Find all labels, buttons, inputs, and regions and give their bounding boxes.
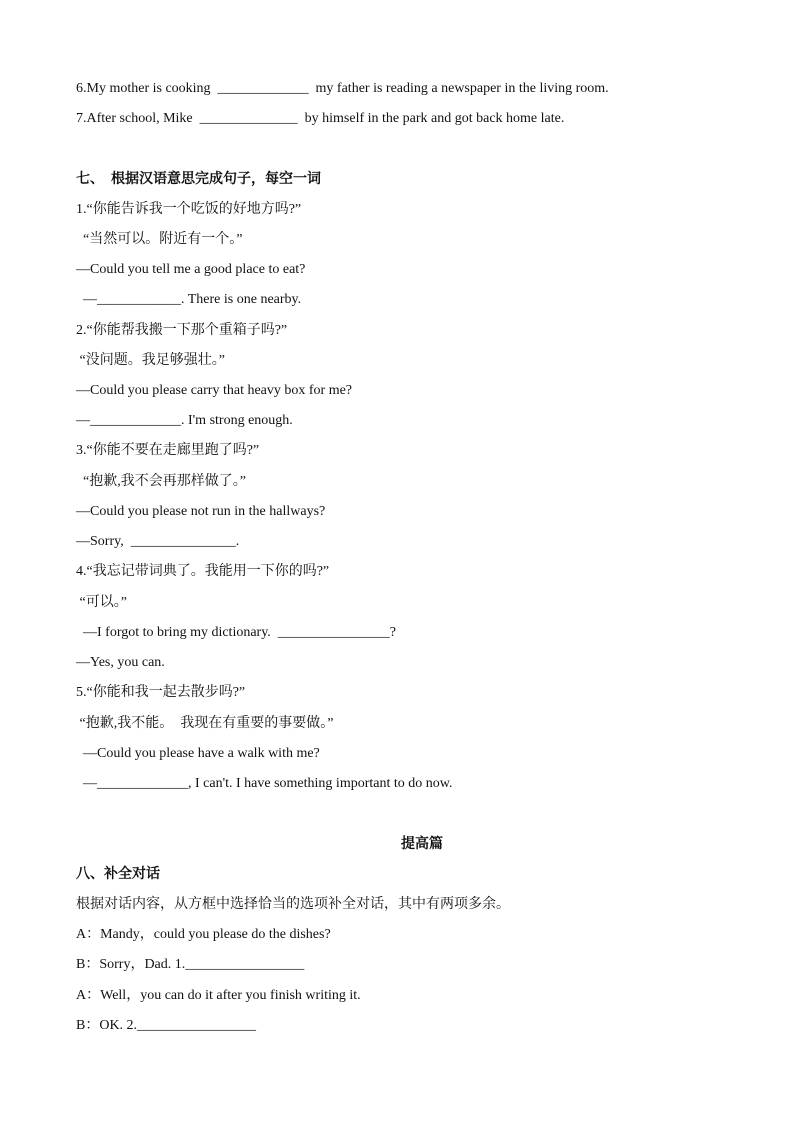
s7-line-15: —I forgot to bring my dictionary. ________________? [76, 625, 397, 640]
s7-line-7: —Could you please carry that heavy box for me? [76, 383, 353, 398]
exercise-sentence-6: 6.My mother is cooking _____________ my father is reading a newspaper in the living room. [76, 81, 609, 96]
dialogue-line-3: A：Well，you can do it after you finish writing it. [76, 988, 361, 1003]
s7-line-12: —Sorry, _______________. [76, 534, 240, 549]
s7-line-20: —_____________, I can't. I have something important to do now. [76, 776, 453, 791]
s7-line-1: 1.“你能告诉我一个吃饭的好地方吗?” [76, 202, 302, 217]
s7-line-8: —_____________. I'm strong enough. [76, 413, 293, 428]
section-7-heading: 七、 根据汉语意思完成句子，每空一词 [76, 172, 321, 187]
section-8-instruction: 根据对话内容，从方框中选择恰当的选项补全对话，其中有两项多余。 [76, 897, 510, 912]
s7-line-2: “当然可以。附近有一个。” [76, 232, 243, 247]
dialogue-line-1: A：Mandy，could you please do the dishes? [76, 927, 331, 942]
dialogue-line-2: B：Sorry，Dad. 1._________________ [76, 957, 305, 972]
s7-line-14: “可以。” [76, 595, 127, 610]
s7-line-19: —Could you please have a walk with me? [76, 746, 320, 761]
section-8-heading: 八、补全对话 [76, 867, 160, 882]
s7-line-5: 2.“你能帮我搬一下那个重箱子吗?” [76, 323, 288, 338]
s7-line-3: —Could you tell me a good place to eat? [76, 262, 306, 277]
s7-line-4: —____________. There is one nearby. [76, 292, 302, 307]
dialogue-line-4: B：OK. 2._________________ [76, 1018, 257, 1033]
s7-line-16: —Yes, you can. [76, 655, 165, 670]
s7-line-18: “抱歉,我不能。 我现在有重要的事要做。” [76, 716, 334, 731]
advanced-section-title: 提高篇 [401, 837, 443, 852]
s7-line-6: “没问题。我足够强壮。” [76, 353, 225, 368]
exercise-sentence-7: 7.After school, Mike ______________ by himself in the park and got back home late. [76, 111, 565, 126]
s7-line-9: 3.“你能不要在走廊里跑了吗?” [76, 443, 260, 458]
s7-line-17: 5.“你能和我一起去散步吗?” [76, 685, 246, 700]
s7-line-10: “抱歉,我不会再那样做了。” [76, 474, 246, 489]
s7-line-13: 4.“我忘记带词典了。我能用一下你的吗?” [76, 564, 330, 579]
s7-line-11: —Could you please not run in the hallways? [76, 504, 326, 519]
